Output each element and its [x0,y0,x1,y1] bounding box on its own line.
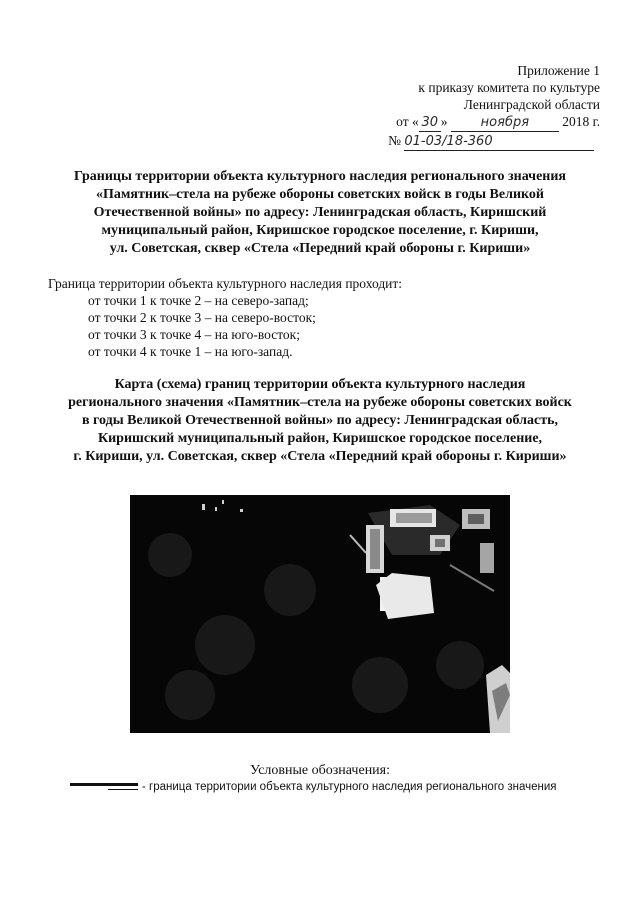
appendix-number [388,132,600,151]
legend-title: Условные обозначения: [249,763,391,778]
title-line: Границы территории объекта культурного наследия регионального значения [73,169,566,184]
date-day: 30 [419,114,441,132]
map-title-line: в годы Великой Отечественной войны» по адресу: Ленинградская область, [81,413,559,428]
legend-item-label: - граница территории объекта культурного наследия регионального значения [142,781,557,793]
title-line: муниципальный район, Киришское городское поселение, г. Кириши, [101,223,539,238]
map-title [40,376,600,466]
number-prefix: № [388,133,402,148]
boundary-line-symbol [70,782,138,791]
document-title [40,168,600,258]
title-line: ул. Советская, сквер «Стела «Передний край обороны г. Кириши» [109,241,531,256]
appendix-order-ref: к приказу комитета по культуре [418,80,600,95]
legend-item [70,781,557,793]
appendix-title: Приложение 1 [517,63,600,78]
satellite-map-graphic [130,495,510,733]
appendix-region: Ленинградской области [463,97,600,112]
boundary-description [48,275,402,360]
boundary-segment: от точки 3 к точке 4 – на юго-восток; [88,327,300,342]
boundary-intro: Граница территории объекта культурного наследия проходит: [48,276,403,291]
date-mid: » [440,114,448,129]
title-line: Отечественной войны» по адресу: Ленинградская область, Киришский [93,205,547,220]
title-line: «Памятник–стела на рубеже обороны советских войск в годы Великой [96,187,544,202]
date-prefix: от « [396,114,419,129]
map-image [130,495,510,733]
boundary-segment: от точки 2 к точке 3 – на северо-восток; [88,310,316,325]
map-title-line: Киришский муниципальный район, Киришское городское поселение, [97,431,543,446]
map-title-line: г. Кириши, ул. Советская, сквер «Стела «Передний край обороны г. Кириши» [73,449,567,464]
boundary-segment: от точки 1 к точке 2 – на северо-запад; [88,293,309,308]
date-month: ноября [451,114,559,132]
map-title-line: Карта (схема) границ территории объекта культурного наследия [114,377,526,392]
boundary-segment: от точки 4 к точке 1 – на юго-запад. [88,344,293,359]
appendix-date [396,113,600,132]
appendix-block [388,62,600,151]
date-year: 2018 г. [562,114,600,129]
map-title-line: регионального значения «Памятник–стела на рубеже обороны советских войск [68,395,572,410]
number-value: 01-03/18-360 [404,133,594,151]
